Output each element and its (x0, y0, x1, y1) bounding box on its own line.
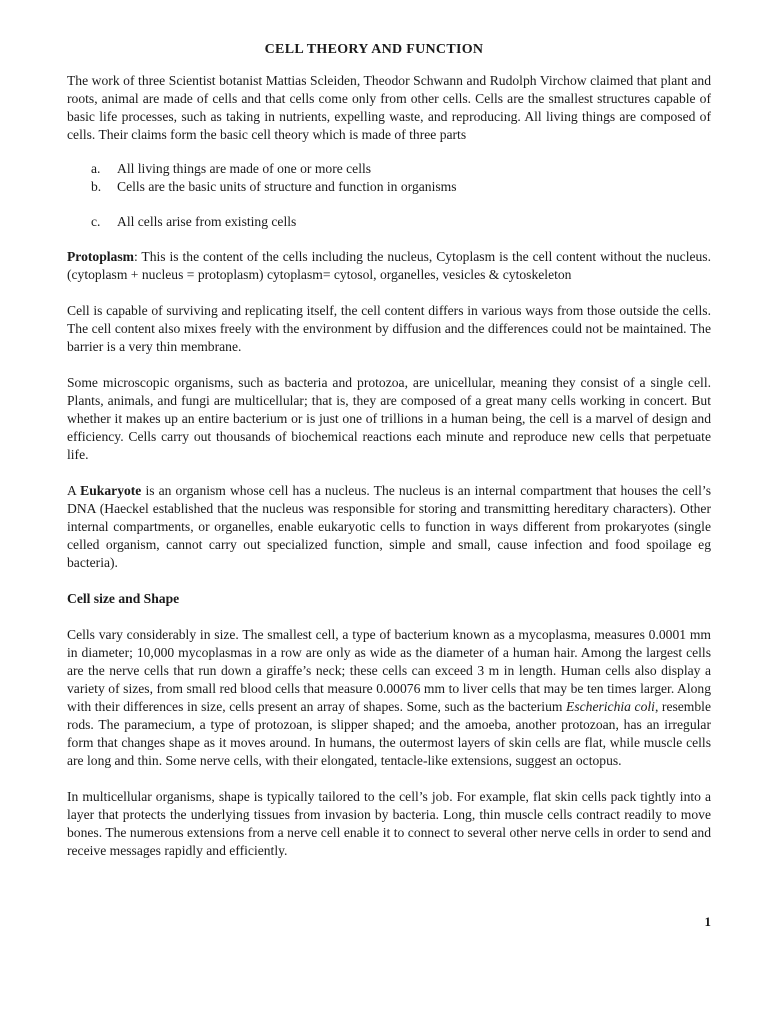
eukaryote-paragraph (67, 482, 711, 572)
size-text-a: Cells vary considerably in size. The smallest cell, a type of bacterium known as a mycoplasma, measures 0.0001 mm in diameter; 10,000 mycoplasmas in a row are only as wide as the diameter of a human hair. Among the largest cells are the nerve cells that run down a giraffe’s neck; these cells can exceed 3 m in length. Human cells also display a variety of sizes, from small red blood cells that measure 0.00076 mm to liver cells that may be ten times larger. Along with their differences in size, cells present an array of shapes. Some, such as the bacterium (67, 627, 711, 714)
list-item (67, 160, 711, 178)
eukaryote-text: is an organism whose cell has a nucleus. The nucleus is an internal compartment that houses the cell’s DNA (Haeckel established that the nucleus was responsible for storing and transmitting hereditary characters). Other internal compartments, or organelles, enable eukaryotic cells to function in ways different from prokaryotes (single celled organism, cannot carry out specialized function, simple and small, cause infection and food spoilage eg bacteria). (67, 483, 712, 570)
size-text-b: , resemble rods. The paramecium, a type of protozoan, is slipper shaped; and the amoeba, another protozoan, has an irregular form that changes shape as it moves around. In humans, the outermost layers of skin cells are flat, while muscle cells are long and thin. Some nerve cells, with their elongated, tentacle-like extensions, suggest an octopus. (67, 699, 711, 768)
page-title: CELL THEORY AND FUNCTION (264, 42, 484, 57)
section-heading: Cell size and Shape (67, 591, 180, 606)
membrane-paragraph: Cell is capable of surviving and replicating itself, the cell content differs in various ways from those outside the cells. The cell content also mixes freely with the environment by diffusion and the differences could not be maintained. The barrier is a very thin membrane. (67, 303, 711, 354)
protoplasm-paragraph (67, 248, 711, 284)
protoplasm-term: Protoplasm (67, 249, 134, 264)
cell-theory-list (67, 160, 711, 231)
intro-paragraph: The work of three Scientist botanist Mattias Scleiden, Theodor Schwann and Rudolph Virchow claimed that plant and roots, animal are made of cells and that cells come only from other cells. Cells are the smallest structures capable of basic life processes, such as taking in nutrients, expelling waste, and reproducing. All living things are composed of cells. Their claims form the basic cell theory which is made of three parts (67, 73, 711, 142)
list-item (67, 178, 711, 196)
organisms-paragraph: Some microscopic organisms, such as bacteria and protozoa, are unicellular, meaning they consist of a single cell. Plants, animals, and fungi are multicellular; that is, they are composed of a great many cells working in concert. But whether it makes up an entire bacterium or is just one of trillions in a human being, the cell is a marvel of design and efficiency. Cells carry out thousands of biochemical reactions each minute and reproduce new cells that perpetuate life. (67, 375, 711, 462)
protoplasm-text: : This is the content of the cells including the nucleus, Cytoplasm is the cell content without the nucleus. (cytoplasm + nucleus = protoplasm) cytoplasm= cytosol, organelles, vesicles & cytoskeleton (67, 249, 711, 282)
species-name: Escherichia coli (566, 699, 655, 714)
list-item (67, 213, 711, 231)
eukaryote-prefix: A (67, 483, 81, 498)
page-number: 1 (704, 914, 711, 929)
multicellular-paragraph: In multicellular organisms, shape is typically tailored to the cell’s job. For example, flat skin cells pack tightly into a layer that protects the underlying tissues from invasion by bacteria. Long, thin muscle cells contract readily to move bones. The numerous extensions from a nerve cell enable it to connect to several other nerve cells in order to send and receive messages rapidly and efficiently. (67, 789, 711, 858)
list-marker: b. (91, 179, 102, 194)
eukaryote-term: Eukaryote (80, 483, 142, 498)
list-marker: a. (91, 161, 101, 176)
list-marker: c. (91, 214, 101, 229)
list-text: All cells arise from existing cells (117, 214, 297, 229)
size-shape-paragraph (67, 626, 711, 770)
list-text: All living things are made of one or more cells (117, 161, 372, 176)
list-text: Cells are the basic units of structure and function in organisms (117, 179, 457, 194)
